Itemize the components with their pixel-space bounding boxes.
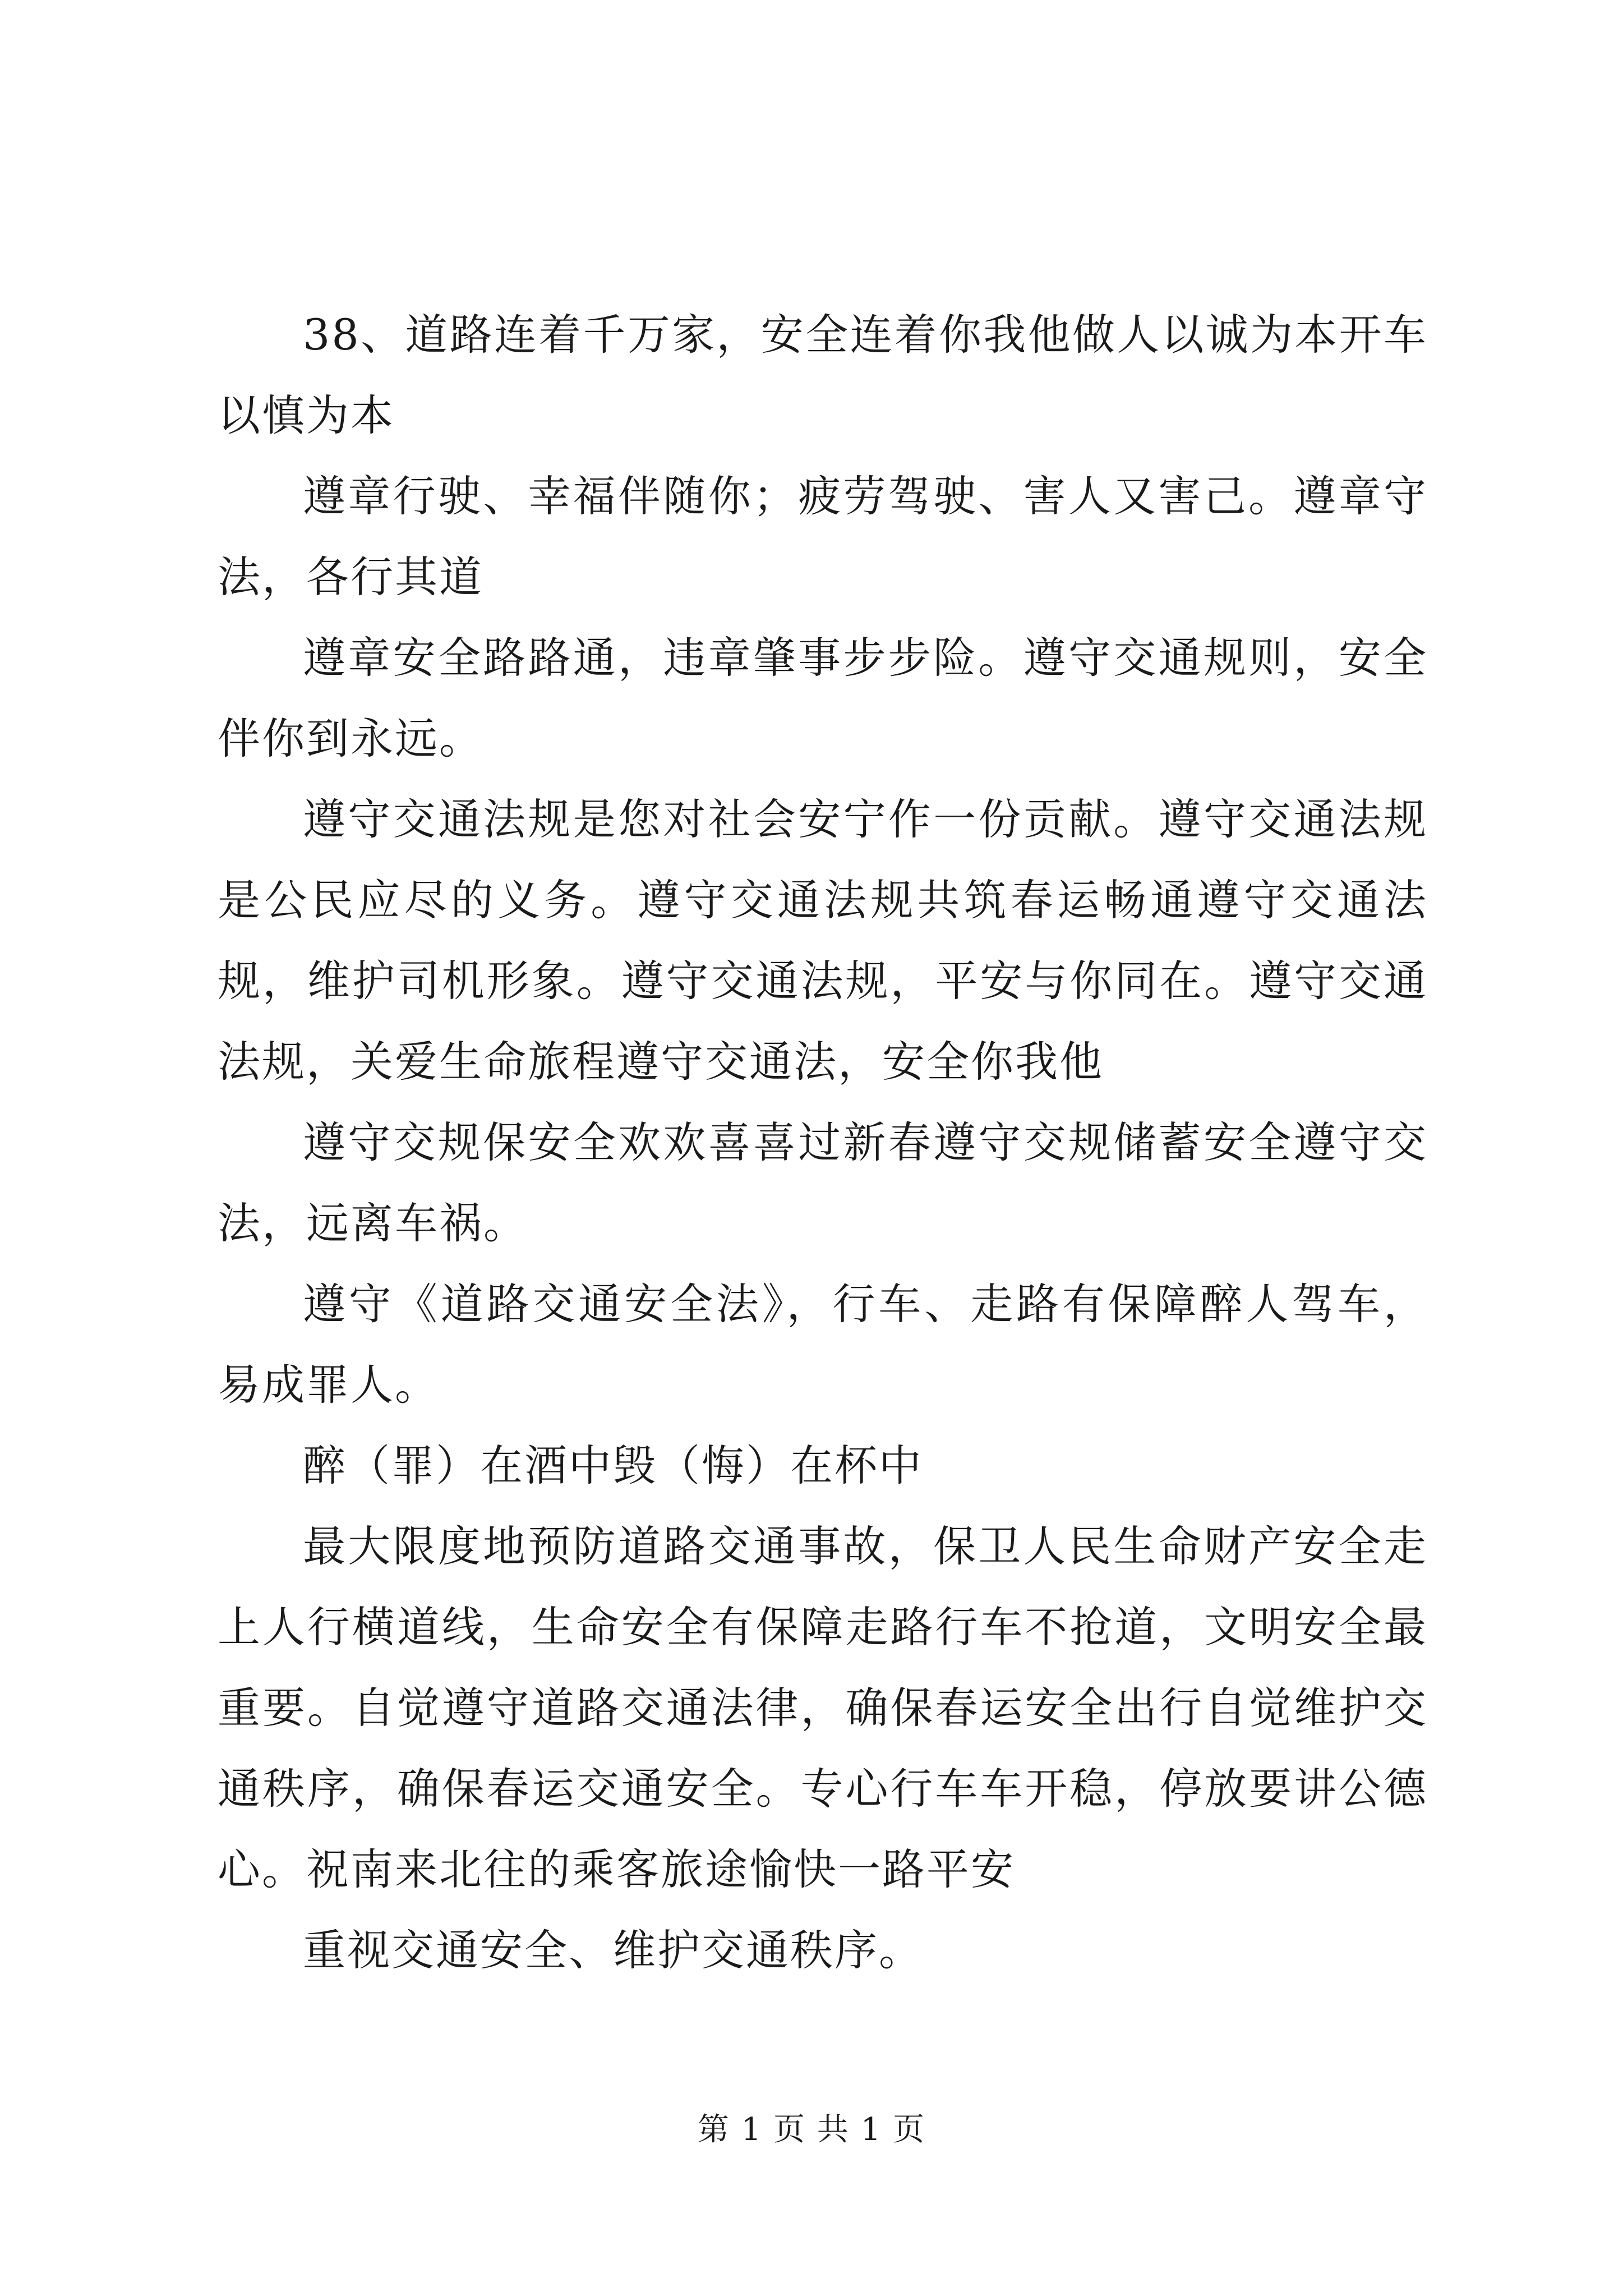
paragraph: 38、道路连着千万家，安全连着你我他做人以诚为本开车以慎为本 (218, 310, 1428, 440)
paragraph: 重视交通安全、维护交通秩序。 (303, 1925, 923, 1975)
paragraph: 遵守《道路交通安全法》，行车、走路有保障醉人驾车，易成罪人。 (218, 1279, 1428, 1410)
page-number-footer: 第 1 页 共 1 页 (697, 2111, 926, 2148)
paragraph: 遵章安全路路通，违章肇事步步险。遵守交通规则，安全伴你到永远。 (218, 633, 1428, 763)
paragraph: 最大限度地预防道路交通事故，保卫人民生命财产安全走上人行横道线，生命安全有保障走路行车不抢道，文明安全最重要。自觉遵守道路交通法律，确保春运安全出行自觉维护交通秩序，确保春运交通安全。专心行车车开稳，停放要讲公德心。祝南来北往的乘客旅途愉快一路平安 (218, 1521, 1428, 1894)
paragraph: 遵守交规保安全欢欢喜喜过新春遵守交规储蓄安全遵守交法，远离车祸。 (218, 1117, 1428, 1248)
document-body (218, 295, 1428, 1991)
paragraph: 遵章行驶、幸福伴随你；疲劳驾驶、害人又害己。遵章守法，各行其道 (218, 471, 1428, 602)
paragraph: 醉（罪）在酒中毁（悔）在杯中 (303, 1441, 923, 1490)
paragraph: 遵守交通法规是您对社会安宁作一份贡献。遵守交通法规是公民应尽的义务。遵守交通法规共筑春运畅通遵守交通法规，维护司机形象。遵守交通法规，平安与你同在。遵守交通法规，关爱生命旅程遵守交通法，安全你我他 (218, 794, 1428, 1087)
